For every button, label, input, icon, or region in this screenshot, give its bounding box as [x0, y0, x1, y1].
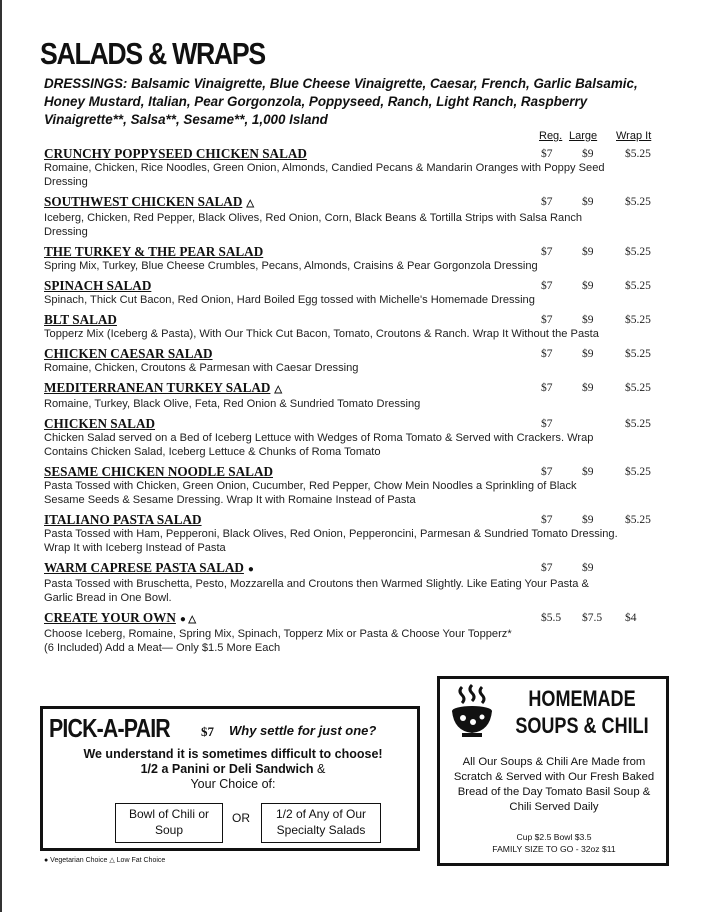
soups-family-size: FAMILY SIZE TO GO - 32oz $11: [492, 844, 616, 854]
item-name: SOUTHWEST CHICKEN SALAD: [44, 194, 243, 209]
price-reg: $7: [541, 196, 553, 208]
price-reg: $7: [541, 280, 553, 292]
menu-item: [44, 312, 669, 341]
menu-item: [44, 194, 669, 239]
price-reg: $7: [541, 246, 553, 258]
price-wrap: $5.25: [625, 314, 651, 326]
column-header-large: Large: [569, 130, 598, 142]
price-large: $9: [582, 314, 594, 326]
item-name: THE TURKEY & THE PEAR SALAD: [44, 244, 264, 259]
item-name: CHICKEN SALAD: [44, 416, 156, 431]
choice-half-salad: 1/2 of Any of Our Specialty Salads: [261, 803, 381, 843]
menu-item: [44, 380, 669, 411]
menu-item: [44, 346, 669, 375]
menu-item: [44, 464, 669, 507]
diet-legend: ● Vegetarian Choice △ Low Fat Choice: [44, 857, 166, 864]
price-reg: $7: [541, 348, 553, 360]
soup-bowl-icon: [448, 683, 496, 741]
price-large: $9: [582, 148, 594, 160]
item-description: Romaine, Chicken, Croutons & Parmesan with Caesar Dressing: [44, 362, 359, 374]
soups-box: [437, 676, 669, 866]
price-wrap: $5.25: [625, 466, 651, 478]
item-name: MEDITERRANEAN TURKEY SALAD: [44, 380, 271, 395]
price-wrap: $5.25: [625, 514, 651, 526]
item-description: Romaine, Chicken, Rice Noodles, Green Onion, Almonds, Candied Pecans & Mandarin Oranges with Poppy Seed Dressing: [44, 162, 605, 188]
column-header-wrap: Wrap It: [616, 130, 652, 142]
item-description: Pasta Tossed with Ham, Pepperoni, Black Olives, Red Onion, Pepperoncini, Parmesan & Sundried Tomato Dressing. Wrap It with Iceberg Instead of Pasta: [44, 528, 618, 554]
price-large: $7.5: [582, 612, 603, 624]
pick-a-pair-price: $7: [201, 724, 214, 739]
soups-cup-bowl-prices: Cup $2.5 Bowl $3.5: [516, 832, 592, 842]
choice-chili-or-soup: Bowl of Chili or Soup: [115, 803, 223, 843]
price-reg: $7: [541, 466, 553, 478]
item-name: BLT SALAD: [44, 312, 117, 327]
dressings-text: Balsamic Vinaigrette, Blue Cheese Vinaigrette, Caesar, French, Garlic Balsamic, Honey Mustard, Italian, Pear Gorgonzola, Poppyseed, Ranch, Light Ranch, Raspberry Vinaigrette**, Salsa**, Sesame**, 1,000 Island: [44, 76, 638, 127]
price-reg: $7: [541, 148, 553, 160]
diet-mark: ●: [247, 564, 254, 575]
price-large: $9: [582, 246, 594, 258]
price-large: $9: [582, 382, 594, 394]
item-name: CRUNCHY POPPYSEED CHICKEN SALAD: [44, 146, 307, 161]
menu-item: [44, 244, 669, 273]
dressings-label: DRESSINGS:: [44, 76, 128, 91]
pick-a-pair-description: [63, 747, 403, 792]
price-large: $9: [582, 514, 594, 526]
price-large: $9: [582, 196, 594, 208]
menu-item: [44, 512, 669, 555]
price-reg: $5.5: [541, 612, 562, 624]
item-name: SESAME CHICKEN NOODLE SALAD: [44, 464, 273, 479]
price-wrap: $5.25: [625, 246, 651, 258]
price-large: $9: [582, 562, 594, 574]
menu-item: [44, 146, 669, 189]
item-description: Chicken Salad served on a Bed of Iceberg Lettuce with Wedges of Roma Tomato & Served with Crackers. Wrap Contains Chicken Salad, Iceberg Lettuce & Chunks of Roma Tomato: [44, 432, 594, 458]
menu-item: [44, 560, 669, 605]
diet-mark: ● △: [179, 614, 197, 625]
pick-a-pair-line3: Your Choice of:: [190, 777, 276, 791]
price-reg: $7: [541, 314, 553, 326]
pick-a-pair-title: PICK-A-PAIR: [49, 713, 170, 743]
item-description: Spinach, Thick Cut Bacon, Red Onion, Hard Boiled Egg tossed with Michelle's Homemade Dressing: [44, 294, 535, 306]
item-name: SPINACH SALAD: [44, 278, 152, 293]
price-reg: $7: [541, 418, 553, 430]
item-description: Choose Iceberg, Romaine, Spring Mix, Spinach, Topperz Mix or Pasta & Choose Your Topperz* (6 Included) Add a Meat— Only $1.5 More Each: [44, 628, 512, 654]
diet-mark: △: [274, 384, 283, 395]
pick-a-pair-line2: 1/2 a Panini or Deli Sandwich: [140, 762, 314, 776]
price-large: $9: [582, 466, 594, 478]
choice-or: OR: [232, 811, 250, 825]
pick-a-pair-box: [40, 706, 420, 851]
soups-sizes: [446, 831, 662, 855]
page-title: SALADS & WRAPS: [40, 36, 265, 71]
item-description: Pasta Tossed with Bruschetta, Pesto, Mozzarella and Croutons then Warmed Slightly. Like Eating Your Pasta & Garlic Bread in One Bowl.: [44, 578, 589, 604]
price-wrap: $5.25: [625, 196, 651, 208]
soups-description: All Our Soups & Chili Are Made from Scratch & Served with Our Fresh Baked Bread of the Day Tomato Basil Soup & Chili Served Daily: [453, 756, 655, 813]
price-reg: $7: [541, 382, 553, 394]
price-wrap: $4: [625, 612, 637, 624]
item-description: Topperz Mix (Iceberg & Pasta), With Our Thick Cut Bacon, Tomato, Croutons & Ranch. Wrap It Without the Pasta: [44, 328, 599, 340]
menu-items: [44, 146, 669, 660]
price-reg: $7: [541, 514, 553, 526]
soups-title-line2: SOUPS & CHILI: [515, 713, 649, 738]
price-reg: $7: [541, 562, 553, 574]
price-wrap: $5.25: [625, 382, 651, 394]
item-name: CREATE YOUR OWN: [44, 610, 176, 625]
item-name: ITALIANO PASTA SALAD: [44, 512, 202, 527]
price-wrap: $5.25: [625, 418, 651, 430]
item-description: Iceberg, Chicken, Red Pepper, Black Olives, Red Onion, Corn, Black Beans & Tortilla Strips with Salsa Ranch Dressing: [44, 212, 583, 238]
menu-item: [44, 278, 669, 307]
item-description: Pasta Tossed with Chicken, Green Onion, Cucumber, Red Pepper, Chow Mein Noodles a Sprinkling of Black Sesame Seeds & Sesame Dressing. Wrap It with Romaine Instead of Pasta: [44, 480, 577, 506]
pick-a-pair-line1: We understand it is sometimes difficult to choose!: [83, 747, 383, 761]
price-wrap: $5.25: [625, 280, 651, 292]
column-header-reg: Reg.: [539, 130, 563, 142]
item-description: Spring Mix, Turkey, Blue Cheese Crumbles, Pecans, Almonds, Craisins & Pear Gorgonzola Dressing: [44, 260, 538, 272]
dressings-list: [44, 75, 664, 129]
menu-item: [44, 610, 669, 655]
price-large: $9: [582, 348, 594, 360]
pick-a-pair-ampersand: &: [317, 762, 326, 776]
item-description: Romaine, Turkey, Black Olive, Feta, Red Onion & Sundried Tomato Dressing: [44, 398, 421, 410]
pick-a-pair-tagline: Why settle for just one?: [229, 723, 377, 738]
price-wrap: $5.25: [625, 348, 651, 360]
page-left-edge: [0, 0, 2, 912]
menu-item: [44, 416, 669, 459]
soups-title: [511, 685, 652, 739]
price-large: $9: [582, 280, 594, 292]
soups-title-line1: HOMEMADE: [528, 686, 636, 711]
item-name: WARM CAPRESE PASTA SALAD: [44, 560, 244, 575]
price-wrap: $5.25: [625, 148, 651, 160]
item-name: CHICKEN CAESAR SALAD: [44, 346, 213, 361]
diet-mark: △: [246, 198, 255, 209]
